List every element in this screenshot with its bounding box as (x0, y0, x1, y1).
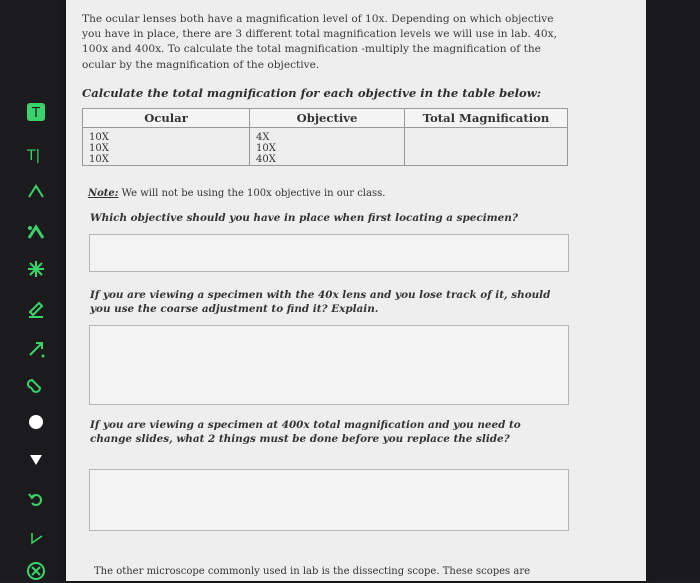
question-1: Which objective should you have in place when first locating a specimen? (90, 212, 518, 224)
pencil-icon[interactable] (24, 296, 48, 320)
answer-box-2[interactable] (89, 325, 569, 405)
question-2: If you are viewing a specimen with the 40x lens and you lose track of it, should you use the coarse adjustment to find it? Explain. (90, 289, 551, 315)
highlighter-icon[interactable] (24, 221, 48, 245)
shape-icon[interactable] (24, 410, 48, 434)
table-heading: Calculate the total magnification for each objective in the table below: (82, 86, 541, 100)
magnification-table (82, 108, 568, 166)
text-box-icon[interactable] (24, 100, 48, 124)
table-row (83, 128, 568, 144)
undo-icon[interactable] (24, 487, 48, 511)
text-cursor-icon[interactable] (24, 143, 48, 167)
note-label: Note: (88, 188, 119, 199)
cell-ocular: 10X (83, 128, 250, 144)
svg-text:T: T (32, 106, 40, 121)
intro-paragraph: The ocular lenses both have a magnification level of 10x. Depending on which objective you have in place, there are 3 different total magnification levels we will use in lab. 40x, 100x and 400x. To calculate the total magnification -multiply the magnification of the ocular by the magnification of the objective. (82, 13, 558, 71)
background-margin (646, 0, 700, 581)
cell-ocular: 10X (83, 154, 250, 166)
cell-total[interactable] (405, 128, 568, 144)
lasso-icon[interactable] (24, 372, 48, 396)
table-header-row (83, 109, 568, 128)
bottom-text: The other microscope commonly used in lab is the dissecting scope. These scopes are (94, 566, 531, 577)
annotation-toolbar (0, 0, 66, 581)
header-objective: Objective (250, 109, 405, 128)
line-icon[interactable] (24, 337, 48, 361)
redo-icon[interactable] (24, 526, 48, 550)
answer-box-3[interactable] (89, 469, 569, 531)
note (88, 188, 385, 199)
fill-icon[interactable] (24, 447, 48, 471)
header-ocular: Ocular (83, 109, 250, 128)
cell-total[interactable] (405, 143, 568, 154)
question-3: If you are viewing a specimen at 400x total magnification and you need to change slides, what 2 things must be done before you replace the slide? (90, 419, 521, 445)
cell-ocular: 10X (83, 143, 250, 154)
cell-total[interactable] (405, 154, 568, 166)
header-total: Total Magnification (405, 109, 568, 128)
cell-objective: 10X (250, 143, 405, 154)
cell-objective: 4X (250, 128, 405, 144)
svg-text:T|: T| (27, 148, 41, 164)
cell-objective: 40X (250, 154, 405, 166)
table-row (83, 143, 568, 154)
pen-icon[interactable] (24, 180, 48, 204)
close-icon[interactable] (24, 559, 48, 583)
eraser-icon[interactable] (24, 257, 48, 281)
table-row (83, 154, 568, 166)
note-text: We will not be using the 100x objective in our class. (118, 188, 386, 199)
answer-box-1[interactable] (89, 234, 569, 272)
